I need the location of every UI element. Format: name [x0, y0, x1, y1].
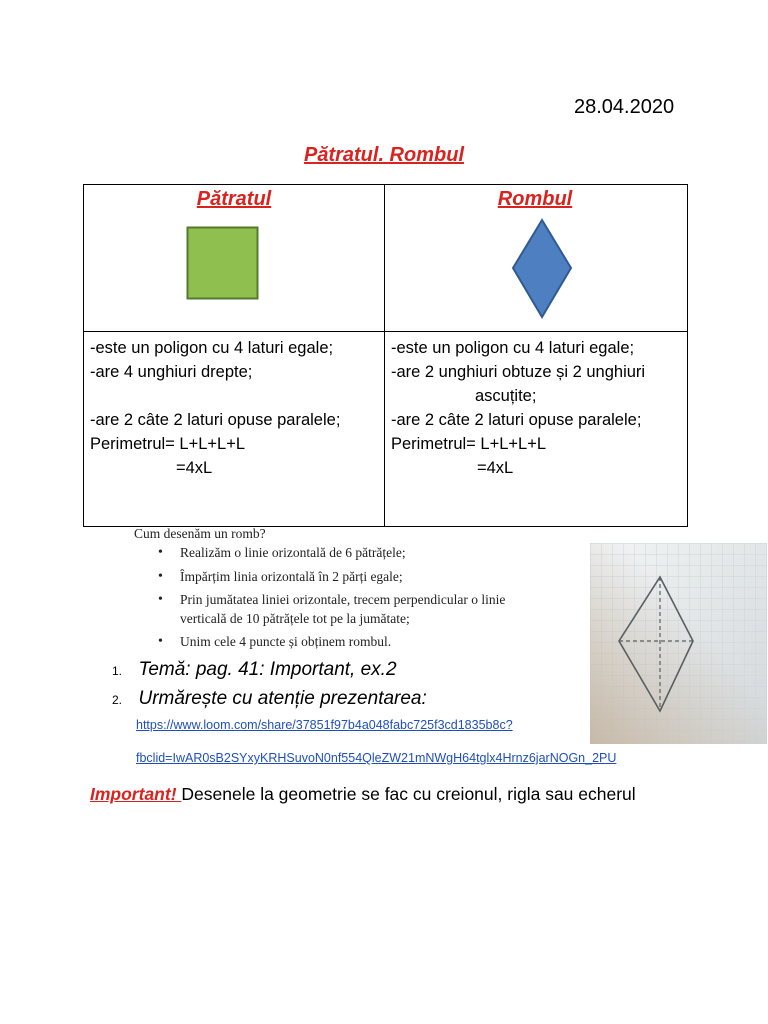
- list-item: • Împărțim linia orizontală în 2 părți egale;: [158, 568, 505, 587]
- text-line: -este un poligon cu 4 laturi egale;: [391, 339, 635, 357]
- how-to-question: Cum desenăm un romb?: [134, 526, 266, 541]
- square-header: Pătratul: [196, 188, 272, 210]
- rhombus-drawing-photo: [590, 543, 767, 744]
- important-text: Desenele la geometrie se fac cu creionul, rigla sau echerul: [181, 784, 636, 804]
- list-item: • Realizăm o linie orizontală de 6 pătrățele;: [158, 544, 505, 563]
- table-divider-horizontal: [83, 331, 687, 332]
- list-item: • Unim cele 4 puncte și obținem rombul.: [158, 633, 505, 652]
- text-line: Perimetrul= L+L+L+L: [391, 435, 547, 453]
- square-properties: [90, 336, 340, 480]
- text-line: =4xL: [176, 459, 213, 477]
- task-1: 1. Temă: pag. 41: Important, ex.2: [112, 659, 397, 680]
- rhombus-header: Rombul: [497, 188, 573, 210]
- important-note: [90, 784, 636, 805]
- rhombus-shape: [510, 218, 574, 320]
- list-item: • Prin jumătatea liniei orizontale, trecem perpendicular o linie verticală de 10 pătrățele tot pe la jumătate;: [158, 591, 505, 628]
- how-to-steps: [158, 544, 505, 657]
- task-2: 2. Urmărește cu atenție prezentarea:: [112, 688, 427, 709]
- text-line: -are 4 unghiuri drepte;: [90, 363, 253, 381]
- text-line: ascuțite;: [475, 387, 537, 405]
- page-title: Pătratul. Rombul: [303, 144, 464, 166]
- table-divider-vertical: [384, 184, 385, 526]
- date: 28.04.2020: [574, 96, 675, 118]
- text-line: -are 2 unghiuri obtuze și 2 unghiuri: [391, 363, 646, 381]
- presentation-link-line2[interactable]: fbclid=IwAR0sB2SYxyKRHSuvoN0nf554QleZW21mNWgH64tglx4Hrnz6jarNOGn_2PU: [136, 751, 617, 765]
- text-line: -este un poligon cu 4 laturi egale;: [90, 339, 334, 357]
- square-shape: [186, 226, 260, 300]
- text-line: -are 2 câte 2 laturi opuse paralele;: [90, 411, 341, 429]
- rhombus-properties: [391, 336, 645, 480]
- spacer: [90, 384, 340, 408]
- text-line: Perimetrul= L+L+L+L: [90, 435, 246, 453]
- text-line: -are 2 câte 2 laturi opuse paralele;: [391, 411, 642, 429]
- text-line: =4xL: [477, 459, 514, 477]
- presentation-link-line1[interactable]: https://www.loom.com/share/37851f97b4a048fabc725f3cd1835b8c?: [136, 718, 513, 732]
- important-label: Important!: [90, 784, 182, 804]
